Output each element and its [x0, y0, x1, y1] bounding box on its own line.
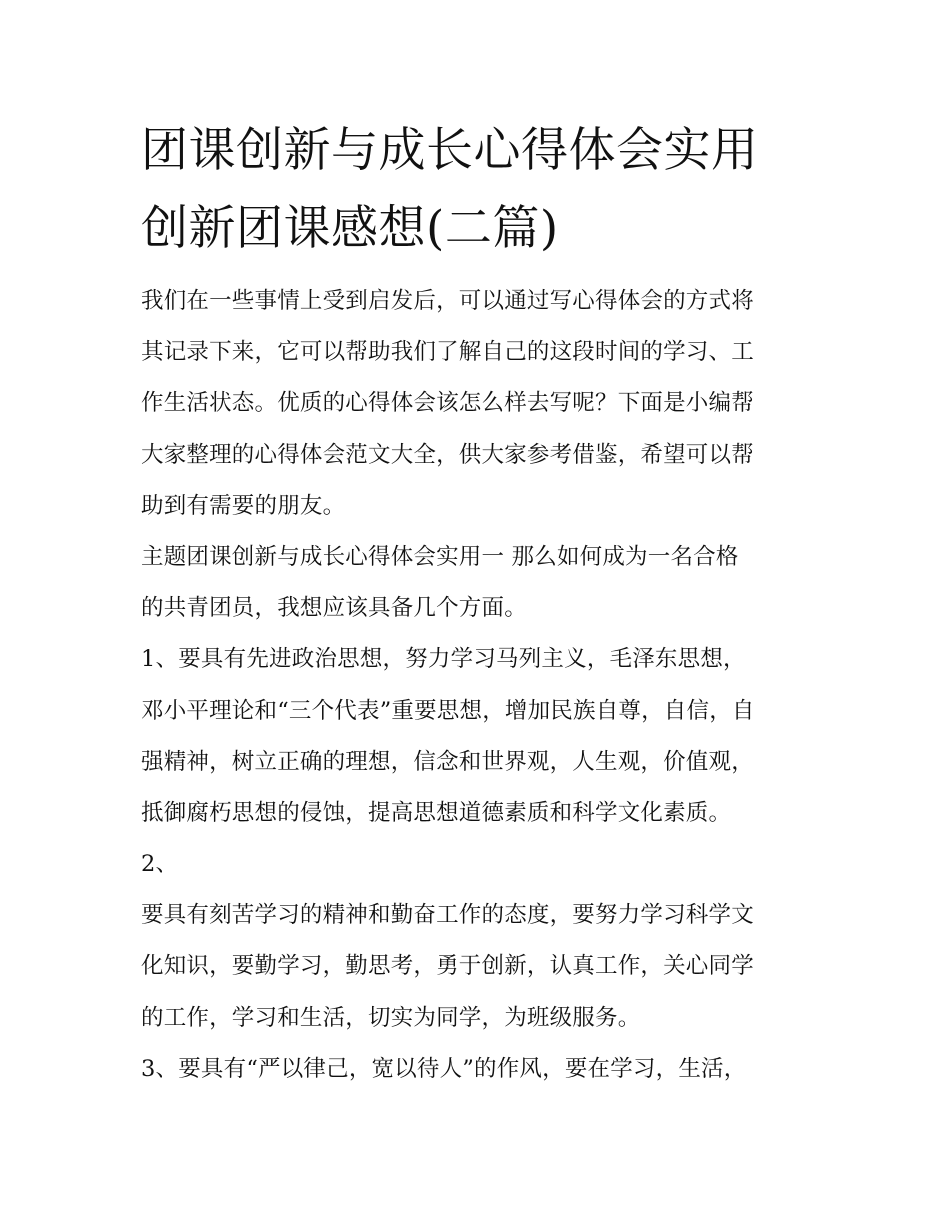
body-line: 化知识，要勤学习，勤思考，勇于创新，认真工作，关心同学 — [141, 953, 754, 980]
body-line: 作生活状态。优质的心得体会该怎么样去写呢？下面是小编帮 — [141, 390, 754, 417]
body-line: 主题团课创新与成长心得体会实用一 那么如何成为一名合格 — [141, 543, 739, 570]
body-line: 邓小平理论和“三个代表”重要思想，增加民族自尊，自信，自 — [141, 697, 755, 724]
body-line: 3、要具有“严以律己，宽以待人”的作风，要在学习，生活， — [141, 1055, 747, 1082]
body-line: 2、 — [141, 851, 179, 878]
body-line: 其记录下来，它可以帮助我们了解自己的这段时间的学习、工 — [141, 339, 754, 366]
body-line: 抵御腐朽思想的侵蚀，提高思想道德素质和科学文化素质。 — [141, 799, 732, 826]
body-line: 大家整理的心得体会范文大全，供大家参考借鉴，希望可以帮 — [141, 441, 754, 468]
document-body — [141, 276, 821, 1095]
title-line-2: 创新团课感想(二篇) — [141, 201, 559, 256]
body-line: 的工作，学习和生活，切实为同学，为班级服务。 — [141, 1004, 641, 1031]
body-line: 助到有需要的朋友。 — [141, 492, 346, 519]
body-line: 的共青团员，我想应该具备几个方面。 — [141, 595, 527, 622]
body-line: 1、要具有先进政治思想，努力学习马列主义，毛泽东思想， — [141, 646, 746, 673]
body-line: 强精神，树立正确的理想，信念和世界观，人生观，价值观， — [141, 748, 754, 775]
body-line: 要具有刻苦学习的精神和勤奋工作的态度，要努力学习科学文 — [141, 902, 754, 929]
title-line-1: 团课创新与成长心得体会实用 — [141, 123, 759, 178]
body-line: 我们在一些事情上受到启发后，可以通过写心得体会的方式将 — [141, 288, 754, 314]
document-title — [141, 112, 821, 268]
